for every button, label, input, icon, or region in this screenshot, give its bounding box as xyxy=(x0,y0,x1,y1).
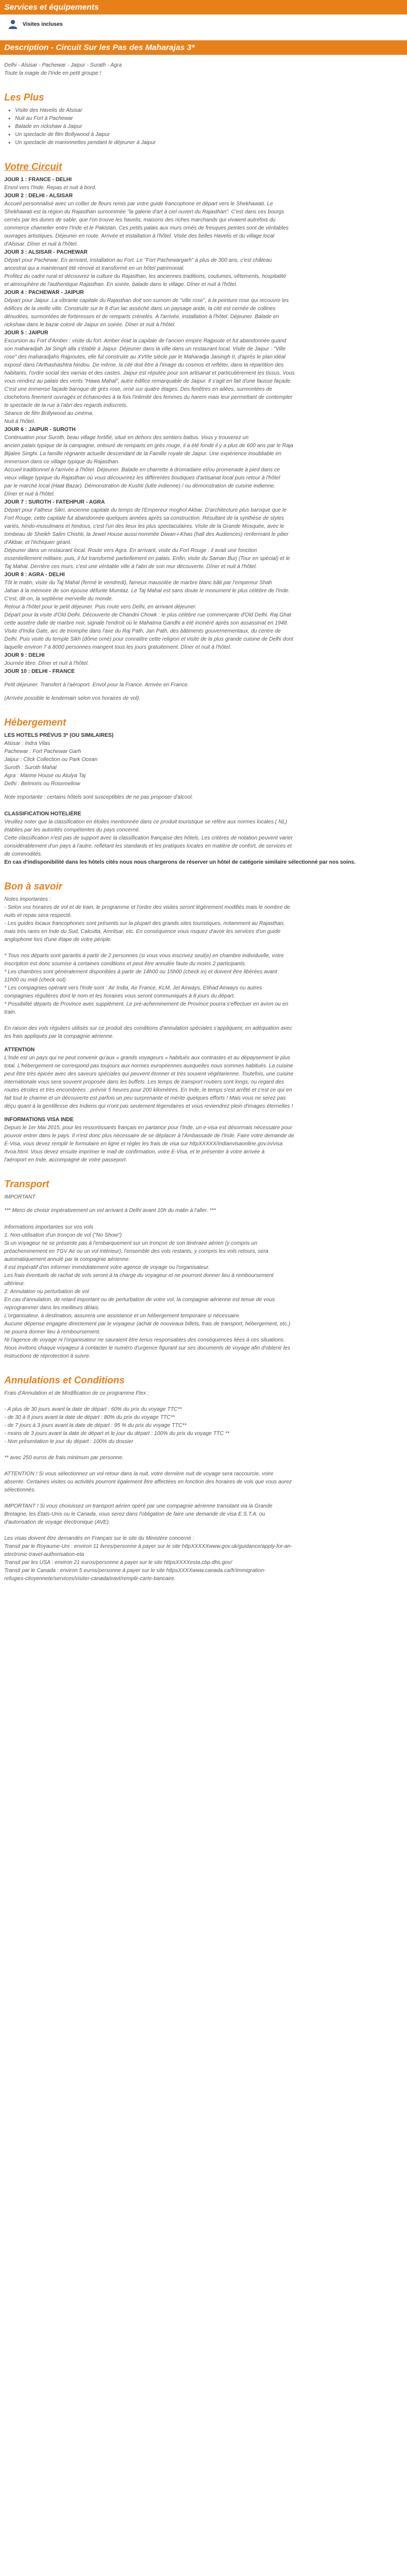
intro-route: Delhi - Alsisar - Pachewar - Jaipur - Surath - Agra xyxy=(4,62,122,68)
service-row[interactable] xyxy=(0,15,407,34)
annul-line: d'autorisation de voyage électronique (AVE). xyxy=(4,1519,111,1525)
day-text: Fort Rouge, cette capitale fut abandonnée quelques années après sa construction. Résultant de la synthèse de styles xyxy=(4,515,284,521)
savoir-line: mais très rares en Inde du Sud, Calcutta, Amritsar, etc. En conséquence vous risquez d'avoir les services d'un guide xyxy=(4,929,281,935)
day-title: JOUR 7 : SUROTH - FATEHPUR - AGRA xyxy=(4,499,105,505)
hotel-line: Delhi : Belmoris ou Rosemellow xyxy=(4,781,81,787)
hotel-line: Suroth : Suroth Mahal xyxy=(4,765,57,771)
day-text: son maharadjah Jai Singh alla s'établir à Jaipur. Déjeuner dans la ville dans un restaurant local. Visite de Jaipur : "Ville xyxy=(4,346,286,352)
savoir-line: compagnies régulières dont le nom et les horaires vous seront communiqués à 8 jours du départ. xyxy=(4,993,235,999)
day-text: Profitez du cadre rural et découvrez la culture du Rajasthan, les anciennes traditions, coutumes, vêtements, hospitalité xyxy=(4,274,286,279)
plus-item: • Visite des Havelis de Alsisar xyxy=(15,106,407,114)
annul-line: - de 30 à 8 jours avant la date de départ : 80% du prix du voyage TTC** xyxy=(4,1415,175,1420)
person-icon xyxy=(8,19,18,30)
attention-line: fait tout le charme et un découverte est parfois un peu surprenante et mérite quelques efforts ! Mais vous ne serez pas xyxy=(4,1095,286,1101)
annul-line: sélectionnés. xyxy=(4,1487,36,1493)
annul-line: Frais d'Annulation et de Modification de ce programme Flex : xyxy=(4,1390,149,1396)
day-text: clochetons finement ouvragés et échancrées à la fois l'intimité des femmes du harem mais leur permettant de contempler xyxy=(4,394,293,400)
transport-line: instructions de réprotection à suivre. xyxy=(4,1353,91,1359)
day-title: JOUR 3 : ALSISAR - PACHEWAR xyxy=(4,249,88,255)
day-text: Taj Mahal. Derrière ces murs, c'est une véritable ville à l'abri de son mur découverte. Dîner et nuit à l'hôtel. xyxy=(4,564,257,570)
day-text: tombeau de Sheikh Salim Chishti, la Jewel House aussi nommée Diwan-i-Khas (hall des Audiences) renfermant le pilier xyxy=(4,532,289,537)
day-title: JOUR 5 : JAIPUR xyxy=(4,330,48,336)
service-label: Visites incluses xyxy=(23,21,63,27)
day-text: d'Akbar, et l'échiquier géant. xyxy=(4,540,72,546)
annul-line: ATTENTION ! Si vous sélectionnez un vol retour dans la nuit, votre dernière nuit de voyage sera raccourcie, voire xyxy=(4,1471,274,1477)
transport-line: L'organisateur, à destination, assurera une assistance et un hébergement temporaire si nécessaire. xyxy=(4,1313,241,1319)
savoir-line: * Possibilité départs de Province avec supplément. Le pré-acheminement de Province pourra s'effectuer en avion ou en xyxy=(4,1001,288,1007)
savoir-line: 11h00 ou midi (check out) xyxy=(4,977,66,983)
day-title: JOUR 10 : DELHI - FRANCE xyxy=(4,669,75,675)
transport-line: Aucune dépense engagée directement par le voyageur (achat de nouveaux billets, frais de transport, hébergement, etc.) xyxy=(4,1321,290,1327)
day-text: Excursion au Fort d'Amber : visite du fort. Amber était la capitale de l'ancien empire Rajpoute et fut abandonnée quand xyxy=(4,338,286,344)
day-text: Nuit à l'hôtel. xyxy=(4,419,35,425)
day-text: Dîner et nuit à l'hôtel. xyxy=(4,491,55,497)
day-text: dénudées, surmontées de forteresses et de remparts crénelés. À l'arrivée, installation à l'hôtel. Déjeuner. Balade en xyxy=(4,314,279,320)
day-text: exposé dans l'Arthashashtra hindou. De même, la cité doit être à l'image du cosmos et refléter, dans la répartition des xyxy=(4,362,284,368)
class-line: établies par les autorités compétentes du pays concerné. xyxy=(4,827,140,833)
day-title: JOUR 4 : PACHEWAR - JAIPUR xyxy=(4,290,84,296)
day-text: rose" des maharadjahs Rajpoutes, elle fut construite au XVIIIe siècle par le Maharadja Jaisingh II, d'après le plan idéal xyxy=(4,354,286,360)
day-text: Delhi. Puis visite du temple Sikh (dôme orné) pour connaître cette religion et visite de la plus grande cuisine de Delhi dont xyxy=(4,636,294,642)
intro xyxy=(0,55,407,77)
intro-tagline: Toute la magie de l'Inde en petit groupe ! xyxy=(4,70,101,76)
transport-line: ultérieur. xyxy=(4,1281,25,1287)
day-text: Accueil traditionnel à l'arrivée à l'hôtel. Déjeuner. Balade en charrette à dromadaire et/ou promenade à pied dans ce xyxy=(4,467,280,473)
services-header-band: Services et équipements xyxy=(0,0,407,15)
transport-line: Il est impératif d'en informer immédiatement votre agence de voyage ou l'organisateur. xyxy=(4,1265,210,1271)
plus-list xyxy=(0,106,407,147)
savoir-line: * Tous nos départs sont garantis à partir de 2 personnes (si vous vous inscrivez seul(e) en chambre individuelle, votre xyxy=(4,953,284,959)
visa-line: E-Visa, vous devez remplir le formulaire en ligne et régler les frais de visa sur httpXXXXX/indianvisaonline.gov.in/visa xyxy=(4,1141,283,1147)
day-text: Bijalee Singhi. La famille régnante actuelle descendant de la Famille royale de Jaipur. Une expérience inoubliable en xyxy=(4,451,282,457)
savoir-line: En raison des vols réguliers utilisés sur ce produit des conditions d'annulation spéciales s'appliquent, en adéquation avec xyxy=(4,1025,292,1031)
day-text: Départ pour Jaipur. La vibrante capitale du Rajasthan doit son surnom de "ville rose", à la peinture rose qui recouvre les xyxy=(4,298,289,304)
attention-line: déçu quant à la gentillesse des Indiens qui n'ont pas seulement légendaires et vous reviendrez plein d'images éternelles ! xyxy=(4,1103,293,1109)
day-text: ancien palais typique de la campagne, entouré de remparts en grès rouge, il a été fondé il y a plus de 600 ans par le Raja xyxy=(4,443,294,449)
day-text: immersion dans ce village typique du Rajasthan. xyxy=(4,459,120,465)
annul-line: - A plus de 30 jours avant la date de départ : 60% du prix du voyage TTC** xyxy=(4,1407,182,1412)
day-text: ancestral qui a maintenant été rénové et transformé en un hôtel patrimonial. xyxy=(4,266,185,271)
savoir-line: Notes importantes : xyxy=(4,896,51,902)
savoir xyxy=(0,895,407,1164)
annul-line xyxy=(4,1494,403,1502)
transport-note: *** Merci de choisir impérativement un vol arrivant à Delhi avant 10h du matin à l'aller. *** xyxy=(4,1208,216,1214)
savoir-line xyxy=(4,944,403,952)
circuit-title: Votre Circuit xyxy=(4,161,62,172)
day-text: Continuation pour Suroth, beau village fortifié, situé en dehors des sentiers battus. Vous y trouverez un xyxy=(4,435,249,441)
annul-line: Les visas doivent être demandés en Français sur le site du Ministère concerné : xyxy=(4,1535,194,1541)
transport-sub: IMPORTANT xyxy=(4,1194,35,1200)
day-text: le spectacle de la rue à l'abri des regards indiscrets. xyxy=(4,403,128,408)
day-text: Retour à l'hôtel pour le petit déjeuner. Puis route vers Delhi, en arrivant déjeuner. xyxy=(4,604,197,610)
annul-line: - moins de 3 jours avant la date de départ et le jour du départ : 100% du prix du voyage TTC ** xyxy=(4,1431,230,1437)
hotel-line: Jaipur : Click Collection ou Park Ocean xyxy=(4,757,98,763)
annul-line: ** avec 250 euros de frais minimum par personne. xyxy=(4,1455,124,1461)
day-text: ouvrages artistiques. Déjeuner en route. Arrivée et installation à l'hôtel. Visite des belles Havelis et du village local xyxy=(4,233,274,239)
plus-item: • Un spectacle de marionnettes pendant le déjeuner à Jaipur xyxy=(15,139,407,147)
day-title: JOUR 1 : FRANCE - DELHI xyxy=(4,177,72,183)
hebergement xyxy=(0,731,407,866)
day-text: Visite d'India Gate, arc de triomphe dans l'axe du Raj Path, Jan Path, des bâtiments gouvernementaux, du centre de xyxy=(4,628,281,634)
hotels-title: LES HOTELS PRÉVUS 3* (OU SIMILAIRES) xyxy=(4,733,114,738)
day-text: vous rendrez au palais des vents "Hawa Mahal", autre édifice remarquable de Jaipur. Il s'agit en fait d'une fausse façade. xyxy=(4,378,292,384)
annul-line: Transit par le Canada : environ 5 euros/personne à payer sur le site httpsXXXXwww.canada.ca/fr/immigration- xyxy=(4,1568,266,1574)
itinerary xyxy=(0,176,407,676)
hebergement-title: Hébergement xyxy=(4,717,67,728)
plus-item: • Balade en rickshaw à Jaipur xyxy=(15,123,407,131)
transport-line: Ni l'agence de voyage ni l'organisateur ne sauraient être tenus responsables des conséquences liées à ces situations. xyxy=(4,1337,285,1343)
day-text: C'est une immense façade baroque de grès rose, orné sur quatre étages. Des fenêtres en ailées, surmontées de xyxy=(4,386,272,392)
after-days: Petit déjeuner. Transfert à l'aéroport. Envol pour la France. Arrivée en France. (Arrivée possible le lendemain selon vos horaires de vol). xyxy=(4,682,189,701)
savoir-line: - Les guides locaux francophones sont présents sur la plupart des grands sites touristiques, notamment au Rajasthan, xyxy=(4,921,285,927)
hotel-line: Alsisar : Indra Vilas xyxy=(4,741,50,747)
day-title: JOUR 2 : DELHI - ALSISAR xyxy=(4,193,73,199)
savoir-line: anglophone lors d'une étape de votre périple. xyxy=(4,937,112,943)
day-text: variés, hindo-musulmans et hindous, c'est l'un des lieux les plus spectaculaires. Visite de la Grande Mosquée, avec le xyxy=(4,523,285,529)
day-text: et atmosphère de l'authentique Rajasthan. En soirée, balade dans le village. Dîner et nuit à l'hôtel. xyxy=(4,282,238,288)
savoir-line: les frais appliqués par la compagnie aérienne. xyxy=(4,1034,114,1039)
attention-line: total. L'hébergement ne correspond pas toujours aux normes européennes auxquelles nous sommes habitués. La cuisine xyxy=(4,1063,293,1069)
transport-line: 2. Annulation ou perturbation de vol xyxy=(4,1289,89,1295)
description-band: Description - Circuit Sur les Pas des Maharajas 3* xyxy=(0,40,407,55)
day-text: Shekhawati est la région du Rajasthan surnommée "la galerie d'art à ciel ouvert du Rajasthan". C'est dans ces bourgs xyxy=(4,209,285,215)
day-text: édifices de la vieille ville. Construite sur le 8 d'un lac asséché dans un paysage aride, la cité est cernée de collines xyxy=(4,306,275,312)
class-line: Veuillez noter que la classification en étoiles mentionnée dans ce produit touristique se réfère aux normes locales ( NL) xyxy=(4,819,287,825)
transport-line: Informations importantes sur vos vols xyxy=(4,1224,93,1230)
attention-line: routes étroites et très encombrées : prévoir 5 heures pour 200 kilomètres. En Inde, le temps s'est arrêté et c'est ce qui en xyxy=(4,1087,292,1093)
visa-title: INFORMATIONS VISA INDE xyxy=(4,1117,74,1123)
attention-title: ATTENTION xyxy=(4,1047,35,1053)
savoir-title: Bon à savoir xyxy=(4,881,63,892)
transport-line: automatiquement annulé par la compagnie aérienne. xyxy=(4,1257,130,1262)
visa-line: Depuis le 1er Mai 2015, pour les ressortissants français en partance pour l'Inde, un e-visa est désormais nécessaire pour xyxy=(4,1125,293,1131)
attention-line: L'Inde est un pays qui ne peut convenir qu'aux « grands voyageurs » habitués aux contrastes et au dépaysement le plus xyxy=(4,1055,290,1061)
day-text: Journée libre. Dîner et nuit à l'hôtel. xyxy=(4,661,89,666)
class-line: Cette classification n'est pas de support avec la classification française des hôtels. Les critères de notation peuvent varier xyxy=(4,835,293,841)
day-text: Départ pour Pachewar. En arrivant, installation au Fort. Le "Fort Pachewargarh" à plus de 300 ans, c'est château xyxy=(4,257,272,263)
class-line: de commodités. xyxy=(4,851,42,857)
annul-line: Transit par le Royaume-Uni : environ 11 livres/personne à payer sur le site httpXXXXXwww.gov.uk/guidance/apply-for-an- xyxy=(4,1544,293,1549)
annul-line: absente. Certaines visites ou activités pourront également être affectées en fonction des horaires de vols que vous aurez xyxy=(4,1479,292,1485)
transport-line: reprogrammer dans les meilleurs délais. xyxy=(4,1305,100,1311)
visa-line: l'aéroport en Inde, accompagné de votre passeport. xyxy=(4,1157,127,1163)
annul-line xyxy=(4,1462,403,1470)
annul-line: - Non présentation le jour du départ : 100% du dossier xyxy=(4,1439,134,1445)
savoir-line: * Les chambres sont généralement disponibles à partir de 14h00 ou 15h00 (check in) et doivent être libérées avant xyxy=(4,969,278,975)
day-title: JOUR 6 : JAIPUR - SUROTH xyxy=(4,427,76,433)
day-text: Envol vers l'Inde. Repas et nuit à bord. xyxy=(4,185,97,191)
day-text: C'est, dit-on, la septième merveille du monde. xyxy=(4,596,113,602)
day-text: Tôt le matin, visite du Taj Mahal (fermé le vendredi), fameux mausolée de marbre blanc bâti par l'empereur Shah xyxy=(4,580,272,586)
plus-title: Les Plus xyxy=(4,92,45,103)
class-title: CLASSIFICATION HOTELIÈRE xyxy=(4,811,82,817)
day-text: Accueil personnalisé avec un collier de fleurs remis par votre guide francophone et départ vers le Shekhawati. Le xyxy=(4,201,273,207)
class-line: considérablement d'un pays à l'autre, reflétant les standards et les pratiques locales en matière de confort, de services et xyxy=(4,843,292,849)
day-title: JOUR 8 : AGRA - DELHI xyxy=(4,572,65,578)
day-text: Déjeuner dans un restaurant local. Route vers Agra. En arrivant, visite du Fort Rouge : il avait une fonction xyxy=(4,548,257,554)
transport-line: ne pourra donner lieu à remboursement. xyxy=(4,1329,100,1335)
day-text: par le marché local (Haat Bazar). Démonstration de Kushti (lutte indienne) / ou démonstration de cuisine indienne. xyxy=(4,483,275,489)
annulation xyxy=(0,1389,407,1583)
day-text: laquelle environ 7 à 8000 personnes mangent tous les jours gratuitement. Dîner et nuit à l'hôtel. xyxy=(4,644,231,650)
annul-line: - de 7 jours à 3 jours avant la date de départ : 95 % du prix du voyage TTC** xyxy=(4,1423,187,1429)
class-bold: En cas d'indisponibilité dans les hôtels cités nous nous chargerons de réserver un hôtel de catégorie similaire sélectionné par nos soins. xyxy=(4,859,356,865)
transport-line: Nous invitons chaque voyageur à contacter le numéro d'urgence figurant sur ses documents de voyage afin d'obtenir les xyxy=(4,1345,290,1351)
transport-line: préacheminement en TGV Air ou un vol intérieur), l'ensemble des vols restants, y compris les vols retours, sera xyxy=(4,1248,268,1254)
day-text: essentiellement militaire, puis, il fut transformé partiellement en palais. Enfin, visite du Saman Burj (Tour en spécial) et le xyxy=(4,556,290,562)
day-text: vieux village typique du Rajasthan où vous découvrirez les différentes boutiques d'artisanat local puis retour à l'hôtel xyxy=(4,475,280,481)
savoir-line: - Selon vos horaires de vol et de train, le programme et l'ordre des visites seront légèrement modifiés mais le nombre de xyxy=(4,905,290,910)
savoir-line: train. xyxy=(4,1009,17,1015)
transport-line: 1. Non-utilisation d'un tronçon de vol ("No Show") xyxy=(4,1232,122,1238)
day-text: Séance de film Bollywood au cinéma. xyxy=(4,411,94,417)
day-text: cette austère dalle de marbre noir, signale l'endroit où le Mahatma Gandhi a été incinéré après son assassinat en 1948. xyxy=(4,620,288,626)
visa-line: /tvoa.html. Vous devez ensuite imprimer le mail de confirmation, votre E-Visa, et le présenter à votre arrivée à xyxy=(4,1149,265,1155)
day-text: rickshaw dans le bazar coloré de Jaipur en soirée. Dîner et nuit à l'hôtel. xyxy=(4,322,176,328)
annul-line xyxy=(4,1526,403,1534)
plus-item: • Un spectacle de film Bollywood à Jaipur xyxy=(15,131,407,139)
annul-line: Bretagne, les États-Unis ou le Canada, vous serez dans l'obligation de faire une demande de visa E.S.T.A. ou xyxy=(4,1511,265,1517)
annulation-title: Annulations et Conditions xyxy=(4,1375,125,1386)
transport xyxy=(0,1193,407,1360)
annul-line: electronic-travel-authorisation-eta xyxy=(4,1552,84,1558)
savoir-line: nuits et repas sera respecté. xyxy=(4,913,72,919)
plus-item: • Nuit au Fort à Pachewar xyxy=(15,114,407,123)
transport-line: Si un voyageur ne se présente pas à l'embarquement sur un tronçon de son itinéraire aérien (y compris un xyxy=(4,1240,258,1246)
day-text: habitants, l'ordre social des varnas et des castes. Jaipur est réputée pour son artisanat et particulièrement les tissus. Vous xyxy=(4,370,295,376)
hotel-line: Pachewar : Fort Pachewar Garh xyxy=(4,749,81,755)
day-title: JOUR 9 : DELHI xyxy=(4,652,45,658)
day-text: Jahan à la mémoire de son épouse défunte Mumtaz. Le Taj Mahal est sans doute le monument le plus célèbre de l'Inde. xyxy=(4,588,290,594)
transport-line: Les frais éventuels de rachat de vols seront à la charge du voyageur et ne pourront donner lieu à remboursement xyxy=(4,1273,274,1279)
day-text: cernés par les dunes de sable, que l'on trouve les havelis, maisons des riches marchands qui vivaient autrefois du xyxy=(4,217,275,223)
annul-line: Transit par les USA : environ 21 euros/personne à payer sur le site httpsXXXXesta.cbp.dhs.gov/ xyxy=(4,1560,232,1566)
day-text: Départ pour la visite d'Old Delhi. Découverte de Chandni Chowk : le plus célèbre rue commerçante d'Old Delhi. Raj Ghat xyxy=(4,612,292,618)
annul-line xyxy=(4,1397,403,1405)
day-text: commerce chamelier entre l'Inde et le Pakistan. Ces petits palais aux murs ornés de fresques peintes sont de véritables xyxy=(4,225,289,231)
visa-line: pouvoir entrer dans le pays. Il n'est donc plus nécessaire de se déplacer à l'Ambassade de l'Inde. Faire votre demande de xyxy=(4,1133,294,1139)
transport-line: En cas d'annulation, de retard important ou de perturbation de votre vol, la compagnie aérienne est tenue de vous xyxy=(4,1297,275,1303)
transport-title: Transport xyxy=(4,1179,49,1189)
day-text: Départ pour Fatheur Sikri, ancienne capitale du temps de l'Empereur moghol Akbar. D'architecture plus baroque que le xyxy=(4,507,287,513)
annul-line: IMPORTANT ! Si vous choisissez un transport aérien opéré par une compagnie aérienne transitant via la Grande xyxy=(4,1503,273,1509)
savoir-line: inscription est donc soumise à certaines conditions et peut être annulée faute du moins 2 participants. xyxy=(4,961,246,967)
annul-line xyxy=(4,1446,403,1454)
hotel-line: Agra : Marine House ou Atulya Taj xyxy=(4,773,86,779)
savoir-line: * Les compagnies opérant vers l'Inde sont : Air India, Air France, KLM, Jet Airways, Etihad Airways ou autres xyxy=(4,985,263,991)
attention-line: internationale vous sera souvent proposée dans les buffets. Les temps de transport routiers sont longs, ou regard des xyxy=(4,1079,284,1085)
hotels-note: Note importante : certains hôtels sont susceptibles de ne pas proposer d'alcool. xyxy=(4,794,193,800)
savoir-line xyxy=(4,1016,403,1024)
annul-line: refugies-citoyennete/services/visiter-canada/eavt/remplir-carte-bancaire. xyxy=(4,1576,176,1582)
day-text: d'Alsisar. Dîner et nuit à l'hôtel. xyxy=(4,241,78,247)
attention-line: peut être très épicée avec des saveurs spéciales qui peuvent étonner et très souvent végétarienne. Toutefois, une cuisine xyxy=(4,1071,294,1077)
